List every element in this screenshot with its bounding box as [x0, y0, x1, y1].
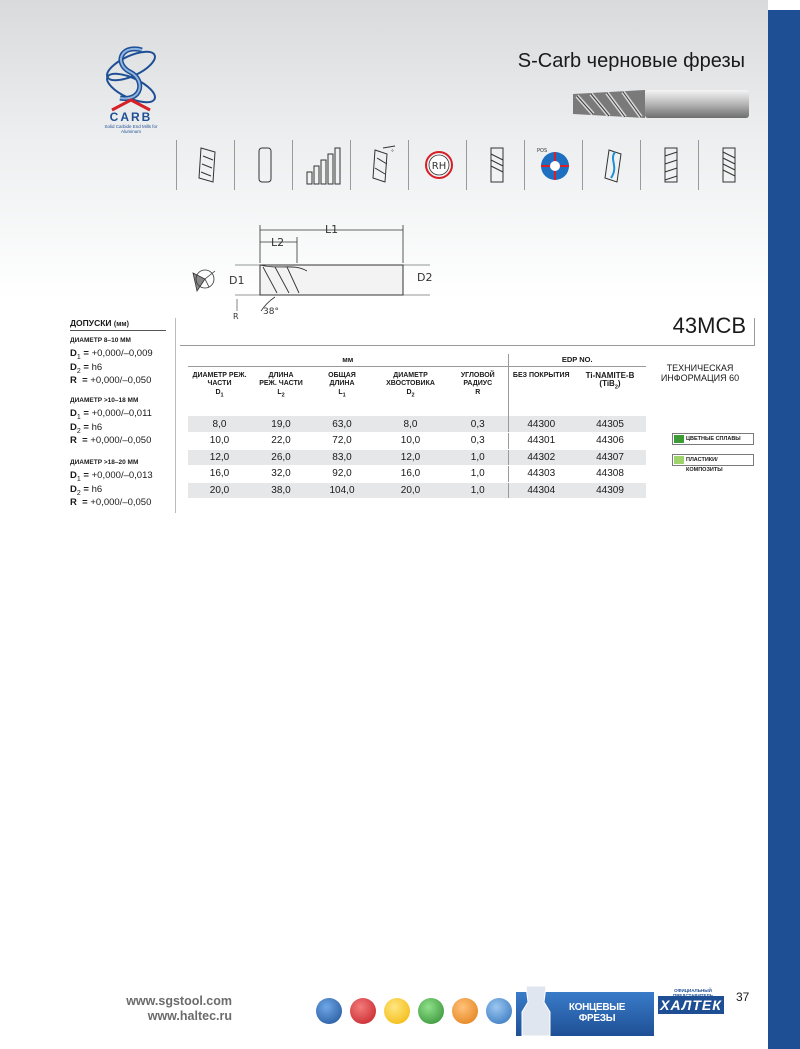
table-row: 12,0 26,0 83,0 12,0 1,0 44302 44307	[188, 449, 646, 466]
svg-text:°: °	[391, 149, 394, 156]
d1-label: D1	[229, 274, 245, 287]
table-row: 10,0 22,0 72,0 10,0 0,3 44301 44306	[188, 433, 646, 450]
tolerances-underline	[70, 330, 166, 331]
column-header-tinamite: Ti-NAMITE-B (TiB$_2$)	[585, 370, 635, 391]
tech-info-reference[interactable]: ТЕХНИЧЕСКАЯ ИНФОРМАЦИЯ 60	[660, 363, 740, 383]
tolerance-group: ДИАМЕТР 8–10 ММ $D_1 = +0,000/-0,009$ $D_2 = h6$ R = +0,000/–0,050	[70, 337, 180, 388]
right-brand-bar	[768, 0, 800, 1049]
tolerance-group: ДИАМЕТР >18–20 ММ $D_1 = +0,000/-0,013$ $D_2 = h6$ R = +0,000/–0,050	[70, 459, 180, 510]
helix-angle-icon	[350, 140, 408, 190]
table-row: 16,0 32,0 92,0 16,0 1,0 44303 44308	[188, 466, 646, 483]
r-label: R	[233, 312, 239, 321]
tolerance-row: R = +0,000/–0,050	[70, 435, 152, 446]
right-bar-gap	[768, 0, 800, 10]
tolerance-row: $D_1 = +0,000/-0,013$	[70, 470, 153, 483]
column-header-d2: ДИАМЕТР ХВОСТОВИКА $D_2$	[386, 371, 435, 398]
column-header-l2: ДЛИНА РЕЖ. ЧАСТИ $L_2$	[259, 371, 303, 398]
coolant-icon	[582, 140, 640, 190]
logo-wordmark: CARB	[109, 110, 153, 124]
category-icon-row	[316, 998, 516, 1026]
model-underline	[180, 345, 755, 346]
length-range-icon	[292, 140, 350, 190]
material-swatch	[674, 435, 684, 443]
tolerance-row: $D_2 = h6$	[70, 421, 103, 435]
material-badge-plastics: ПЛАСТИКИ/КОМПОЗИТЫ	[672, 454, 754, 466]
column-header-d1: ДИАМЕТР РЕЖ. ЧАСТИ $D_1$	[192, 371, 247, 398]
tolerance-row: $D_2 = h6$	[70, 361, 103, 375]
medical-icon	[350, 998, 376, 1024]
website-link-haltec[interactable]: www.haltec.ru	[147, 1009, 232, 1023]
tolerance-row: $D_1 = +0,000/-0,011$	[70, 408, 152, 421]
automotive-icon	[418, 998, 444, 1024]
rh-icon	[408, 140, 466, 190]
product-table	[188, 354, 646, 499]
l2-label: L2	[271, 236, 285, 249]
logo-subtext: Solid Carbide End Mills for Aluminum	[104, 124, 158, 134]
column-header-l1: ОБЩАЯ ДЛИНА $L_1$	[328, 371, 356, 398]
table-row: 20,0 38,0 104,0 20,0 1,0 44304 44309	[188, 482, 646, 499]
end-mill-image	[565, 84, 750, 124]
industry-icon	[452, 998, 478, 1024]
model-code: 43MCB	[672, 313, 746, 338]
tolerance-row: R = +0,000/–0,050	[70, 497, 152, 508]
tolerance-row: R = +0,000/–0,050	[70, 375, 152, 386]
feature-icon-row	[176, 140, 756, 190]
svg-text:RH: RH	[431, 161, 447, 172]
model-divider	[754, 318, 755, 346]
helix-icon	[176, 140, 234, 190]
column-header-r: УГЛОВОЙ РАДИУС R	[460, 371, 495, 396]
table-row: 8,0 19,0 63,0 8,0 0,3 44300 44305	[188, 416, 646, 433]
group-header-edp: EDP NO.	[508, 354, 646, 366]
column-header-uncoated: БЕЗ ПОКРЫТИЯ	[508, 366, 574, 416]
d2-label: D2	[417, 271, 433, 284]
website-link-sgstool[interactable]: www.sgstool.com	[126, 994, 232, 1008]
page-number: 37	[736, 990, 750, 1004]
category-label: КОНЦЕВЫЕ ФРЕЗЫ	[568, 1002, 626, 1024]
chip-breaker-icon	[640, 140, 698, 190]
group-header-mm: мм	[188, 354, 508, 366]
angle-label: 38°	[263, 307, 279, 317]
tolerance-group: ДИАМЕТР >10–18 ММ $D_1 = +0,000/-0,011$ $D_2 = h6$ R = +0,000/–0,050	[70, 397, 180, 448]
material-badge-nonferrous: ЦВЕТНЫЕ СПЛАВЫ	[672, 433, 754, 445]
page-title: S-Carb черновые фрезы	[517, 50, 745, 72]
material-swatch	[674, 456, 684, 464]
flute-count-icon	[698, 140, 756, 190]
haltec-logo: ХАЛТЕК	[658, 996, 724, 1014]
l1-label: L1	[325, 223, 339, 236]
svg-text:POS: POS	[537, 148, 548, 154]
representative-label: ОФИЦИАЛЬНЫЙ	[674, 988, 712, 993]
tolerance-row: $D_2 = h6$	[70, 483, 103, 497]
tool-dimension-diagram	[185, 215, 445, 325]
general-machining-icon	[486, 998, 512, 1024]
aerospace-icon	[316, 998, 342, 1024]
tolerances-title: ДОПУСКИ (мм)	[70, 318, 129, 328]
flutes-icon	[466, 140, 524, 190]
energy-icon	[384, 998, 410, 1024]
pos-rake-icon	[524, 140, 582, 190]
cylindrical-shank-icon	[234, 140, 292, 190]
tolerance-row: $D_1 = +0,000/-0,009$	[70, 348, 153, 361]
